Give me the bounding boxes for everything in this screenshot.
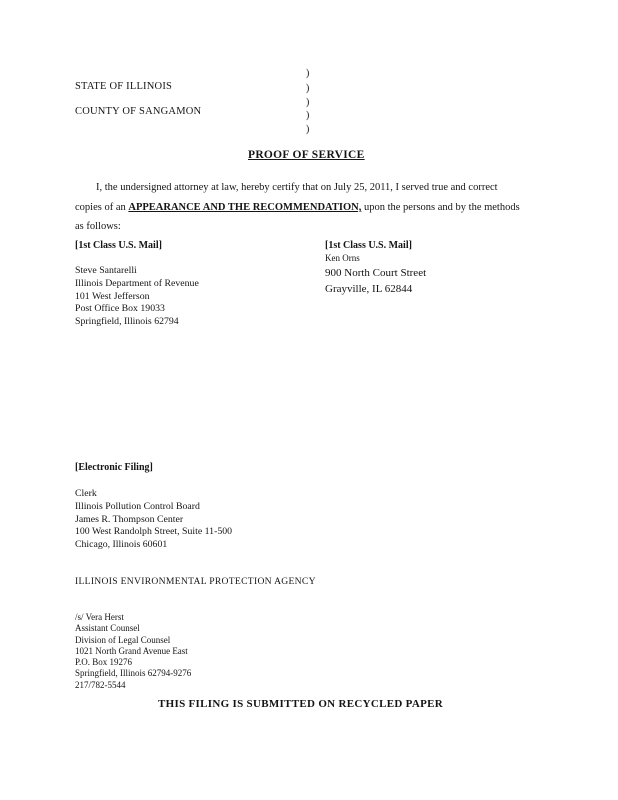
county-caption: COUNTY OF SANGAMON: [75, 106, 202, 117]
address-line: Illinois Department of Revenue: [75, 277, 199, 289]
address-line: 101 West Jefferson: [75, 290, 150, 302]
body-line-2-suffix: upon the persons and by the methods: [363, 202, 520, 213]
caption-paren: ): [306, 110, 310, 121]
right-recipient-name: Ken Orns: [325, 253, 360, 263]
signature-line: Division of Legal Counsel: [75, 634, 171, 645]
caption-paren: ): [306, 124, 310, 135]
document-title: PROOF OF SERVICE: [248, 149, 365, 161]
recycled-paper-notice: THIS FILING IS SUBMITTED ON RECYCLED PAPER: [158, 698, 443, 710]
right-recipient-address: [325, 265, 426, 297]
signature-line: P.O. Box 19276: [75, 657, 133, 668]
right-service-method: [1st Class U.S. Mail]: [325, 240, 412, 251]
signature-line: Springfield, Illinois 62794-9276: [75, 668, 192, 679]
address-line: Post Office Box 19033: [75, 303, 165, 315]
address-line: Grayville, IL 62844: [325, 283, 413, 295]
body-line-3: as follows:: [75, 221, 121, 232]
address-line: Springfield, Illinois 62794: [75, 316, 179, 328]
electronic-recipient-address: [75, 488, 232, 552]
signature-line: Assistant Counsel: [75, 623, 140, 634]
caption-paren: ): [306, 68, 310, 79]
agency-name: ILLINOIS ENVIRONMENTAL PROTECTION AGENCY: [75, 576, 316, 587]
address-line: Clerk: [75, 488, 97, 499]
address-line: Illinois Pollution Control Board: [75, 500, 200, 512]
caption-paren: ): [306, 83, 310, 94]
served-documents: APPEARANCE AND THE RECOMMENDATION,: [128, 202, 362, 213]
signature-line: 217/782-5544: [75, 679, 126, 690]
signature-block: [75, 612, 191, 691]
address-line: 100 West Randolph Street, Suite 11-500: [75, 526, 233, 538]
body-line-1: I, the undersigned attorney at law, hereby certify that on July 25, 2011, I served true and correct: [96, 182, 498, 193]
body-line-2-prefix: copies of an: [75, 202, 126, 213]
state-caption: STATE OF ILLINOIS: [75, 81, 173, 92]
caption-paren: ): [306, 97, 310, 108]
left-service-method: [1st Class U.S. Mail]: [75, 240, 162, 251]
signature-line: /s/ Vera Herst: [75, 612, 124, 622]
address-line: James R. Thompson Center: [75, 513, 184, 525]
electronic-service-method: [Electronic Filing]: [75, 462, 153, 473]
address-line: 900 North Court Street: [325, 267, 427, 279]
left-recipient-address: [75, 265, 199, 329]
body-line-2: [75, 198, 520, 217]
address-line: Chicago, Illinois 60601: [75, 539, 168, 551]
address-line: Steve Santarelli: [75, 265, 137, 276]
signature-line: 1021 North Grand Avenue East: [75, 645, 188, 656]
